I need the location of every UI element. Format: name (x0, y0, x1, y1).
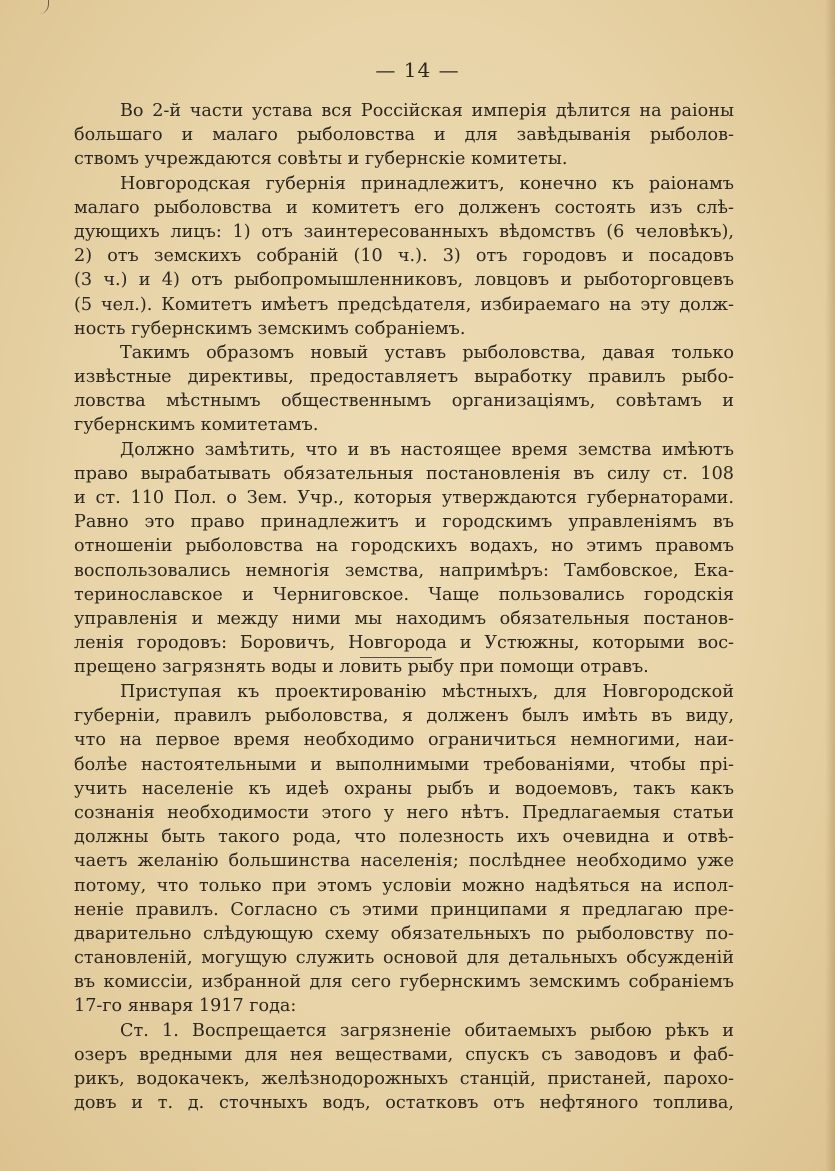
text-line: чаетъ желанію большинства населенія; послѣднее необходимо уже (74, 851, 734, 872)
text-line: губернскимъ комитетамъ. (74, 415, 319, 436)
text-line: должны быть такого рода, что полезность ихъ очевидна и отвѣ- (74, 827, 734, 848)
text-line: прещено загрязнять воды и ловить рыбу при помощи отравъ. (74, 657, 649, 678)
page-edge (825, 0, 835, 1171)
text-line: озеръ вредными для нея веществами, спускъ съ заводовъ и фаб- (74, 1044, 734, 1065)
text-line: Должно замѣтить, что и въ настоящее время земства имѣютъ (120, 439, 734, 460)
text-line: (3 ч.) и 4) отъ рыбопромышленниковъ, ловцовъ и рыботорговцевъ (74, 270, 734, 291)
section-2-text (74, 680, 734, 1115)
text-line: 2) отъ земскихъ собраній (10 ч.). 3) отъ городовъ и посадовъ (74, 246, 734, 267)
text-line: становленій, могущую служить основой для детальныхъ обсужденій (74, 948, 734, 969)
text-line: Новгородская губернія принадлежитъ, конечно къ раіонамъ (120, 173, 734, 194)
text-line: въ комиссіи, избранной для сего губернскимъ земскимъ собраніемъ (74, 972, 734, 993)
text-line: и ст. 110 Пол. о Зем. Учр., которыя утверждаются губернаторами. (74, 488, 734, 508)
text-line: сознанія необходимости этого у него нѣтъ. Предлагаемыя статьи (74, 802, 734, 823)
corner-mark (38, 0, 49, 14)
text-line: губерніи, правилъ рыболовства, я долженъ былъ имѣть въ виду, (74, 706, 734, 727)
text-line: болѣе настоятельными и выполнимыми требованіями, чтобы прі- (74, 754, 734, 775)
section-1-text (74, 99, 734, 680)
text-line: Равно это право принадлежитъ и городскимъ управленіямъ въ (74, 512, 734, 533)
text-line: большаго и малаго рыболовства и для завѣдыванія рыболов- (74, 125, 734, 146)
text-line: довъ и т. д. сточныхъ водъ, остатковъ отъ нефтяного топлива, (74, 1093, 734, 1114)
text-line: Ст. 1. Воспрещается загрязненіе обитаемыхъ рыбою рѣкъ и (120, 1020, 734, 1041)
text-line: извѣстные директивы, предоставляетъ выработку правилъ рыбо- (74, 367, 734, 388)
text-line: Такимъ образомъ новый уставъ рыболовства, давая только (120, 342, 734, 363)
text-line: рикъ, водокачекъ, желѣзнодорожныхъ станцій, пристаней, парохо- (74, 1069, 734, 1089)
text-line: управленія и между ними мы находимъ обязательныя постанов- (74, 608, 734, 629)
text-line: ствомъ учреждаются совѣты и губернскіе комитеты. (74, 149, 568, 170)
text-line: учить населеніе къ идеѣ охраны рыбъ и водоемовъ, такъ какъ (74, 778, 734, 799)
text-line: Приступая къ проектированію мѣстныхъ, для Новгородской (120, 682, 734, 702)
text-line: теринославское и Черниговское. Чаще пользовались городскія (74, 584, 734, 605)
text-line: воспользовались немногія земства, напримѣръ: Тамбовское, Ека- (74, 560, 734, 581)
text-line: ность губернскимъ земскимъ собраніемъ. (74, 318, 466, 339)
page-number: — 14 — (375, 58, 460, 82)
text-line: право вырабатывать обязательныя постановленія въ силу ст. 108 (74, 463, 734, 484)
section-divider (360, 657, 432, 658)
text-line: дварительно слѣдующую схему обязательныхъ по рыболовству по- (74, 923, 734, 944)
text-line: отношеніи рыболовства на городскихъ водахъ, но этимъ правомъ (74, 536, 734, 557)
text-line: что на первое время необходимо ограничиться немногими, наи- (74, 730, 734, 751)
text-line: дующихъ лицъ: 1) отъ заинтересованныхъ вѣдомствъ (6 человѣкъ), (74, 221, 734, 242)
text-line: неніе правилъ. Согласно съ этими принципами я предлагаю пре- (74, 899, 734, 920)
text-line: ленія городовъ: Боровичъ, Новгорода и Устюжны, которыми вос- (74, 633, 734, 654)
text-line: ловства мѣстнымъ общественнымъ организаціямъ, совѣтамъ и (74, 391, 734, 412)
text-line: Во 2-й части устава вся Россійская имперія дѣлится на раіоны (120, 101, 734, 121)
text-line: (5 чел.). Комитетъ имѣетъ предсѣдателя, избираемаго на эту долж- (74, 294, 734, 315)
text-line: 17-го января 1917 года: (74, 996, 297, 1017)
text-line: потому, что только при этомъ условіи можно надѣяться на испол- (74, 875, 734, 896)
text-line: малаго рыболовства и комитетъ его долженъ состоять изъ слѣ- (74, 197, 734, 218)
